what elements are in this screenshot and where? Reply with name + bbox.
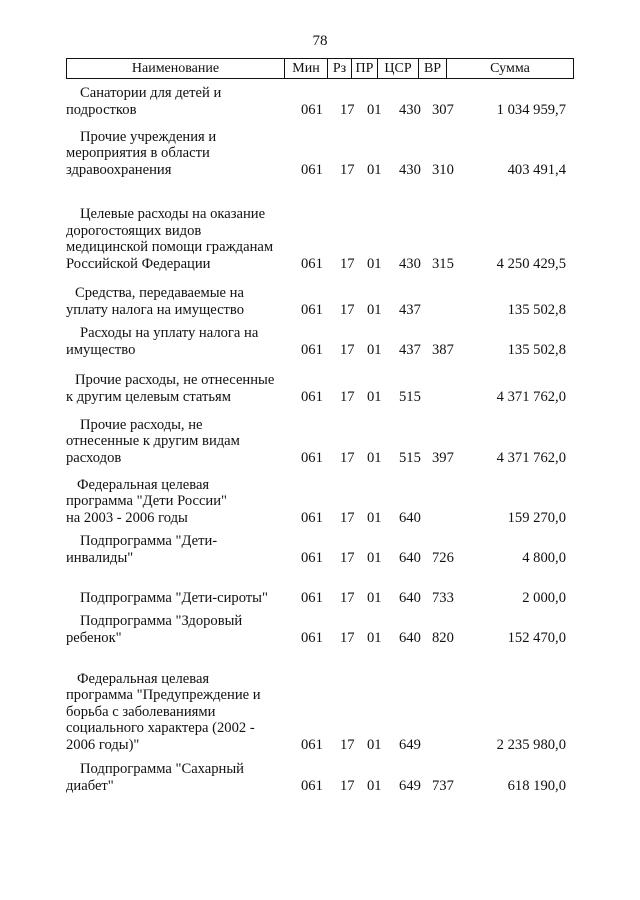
cell-min: 061 bbox=[301, 101, 323, 118]
cell-rz: 17 bbox=[340, 629, 355, 646]
cell-min: 061 bbox=[301, 736, 323, 753]
row-codes bbox=[0, 510, 640, 527]
cell-pr: 01 bbox=[367, 549, 382, 566]
header-vr: ВР bbox=[419, 59, 447, 78]
row-name-line: Целевые расходы на оказание bbox=[80, 206, 266, 222]
cell-min: 061 bbox=[301, 301, 323, 318]
cell-vr: 733 bbox=[432, 589, 454, 606]
row-codes bbox=[0, 342, 640, 359]
row-codes bbox=[0, 630, 640, 647]
cell-csr: 515 bbox=[399, 388, 421, 405]
cell-sum: 4 371 762,0 bbox=[496, 388, 566, 405]
cell-min: 061 bbox=[301, 449, 323, 466]
cell-sum: 2 000,0 bbox=[522, 589, 566, 606]
cell-pr: 01 bbox=[367, 161, 382, 178]
cell-sum: 403 491,4 bbox=[507, 161, 566, 178]
cell-pr: 01 bbox=[367, 589, 382, 606]
cell-min: 061 bbox=[301, 589, 323, 606]
table-row bbox=[0, 129, 640, 179]
cell-pr: 01 bbox=[367, 736, 382, 753]
cell-sum: 2 235 980,0 bbox=[496, 736, 566, 753]
row-codes bbox=[0, 162, 640, 179]
cell-sum: 618 190,0 bbox=[507, 777, 566, 794]
cell-pr: 01 bbox=[367, 777, 382, 794]
cell-rz: 17 bbox=[340, 549, 355, 566]
row-name-line: Федеральная целевая bbox=[77, 476, 210, 493]
cell-rz: 17 bbox=[340, 301, 355, 318]
row-name-line: программа "Предупреждение и bbox=[66, 687, 261, 703]
row-name-line: Подпрограмма "Дети- bbox=[80, 533, 218, 549]
header-min: Мин bbox=[285, 59, 328, 78]
cell-sum: 4 800,0 bbox=[522, 549, 566, 566]
cell-min: 061 bbox=[301, 549, 323, 566]
row-name-line: уплату налога на имущество bbox=[66, 301, 245, 318]
row-name-line: подростков bbox=[66, 101, 137, 118]
row-name-line: Прочие учреждения и bbox=[80, 128, 217, 145]
table-row bbox=[0, 417, 640, 467]
cell-vr: 310 bbox=[432, 161, 454, 178]
cell-vr: 820 bbox=[432, 629, 454, 646]
cell-csr: 515 bbox=[399, 449, 421, 466]
header-name: Наименование bbox=[67, 59, 285, 78]
cell-rz: 17 bbox=[340, 449, 355, 466]
cell-vr: 397 bbox=[432, 449, 454, 466]
cell-sum: 1 034 959,7 bbox=[496, 101, 566, 118]
row-name-line: здравоохранения bbox=[66, 161, 172, 178]
cell-csr: 430 bbox=[399, 255, 421, 272]
row-name-line: социального характера (2002 - bbox=[66, 720, 255, 736]
cell-csr: 640 bbox=[399, 589, 421, 606]
cell-sum: 135 502,8 bbox=[507, 341, 566, 358]
row-name-line: ребенок" bbox=[66, 629, 122, 646]
cell-pr: 01 bbox=[367, 301, 382, 318]
header-pr: ПР bbox=[352, 59, 378, 78]
row-name-line: расходов bbox=[66, 449, 122, 466]
table-row bbox=[0, 85, 640, 118]
row-name-line: мероприятия в области bbox=[66, 145, 210, 161]
row-codes bbox=[0, 302, 640, 319]
table-row bbox=[0, 285, 640, 318]
page-number: 78 bbox=[312, 33, 328, 49]
row-name-line: Прочие расходы, не bbox=[80, 416, 203, 433]
cell-pr: 01 bbox=[367, 449, 382, 466]
row-name-line: Российской Федерации bbox=[66, 255, 211, 272]
cell-min: 061 bbox=[301, 388, 323, 405]
table-row bbox=[0, 671, 640, 754]
cell-pr: 01 bbox=[367, 101, 382, 118]
cell-min: 061 bbox=[301, 777, 323, 794]
cell-pr: 01 bbox=[367, 388, 382, 405]
cell-csr: 437 bbox=[399, 341, 421, 358]
table-row bbox=[0, 533, 640, 566]
row-name-line: диабет" bbox=[66, 777, 114, 794]
row-name-line: отнесенные к другим видам bbox=[66, 433, 240, 449]
row-codes bbox=[0, 102, 640, 119]
cell-csr: 649 bbox=[399, 777, 421, 794]
cell-vr: 737 bbox=[432, 777, 454, 794]
cell-vr: 307 bbox=[432, 101, 454, 118]
cell-csr: 430 bbox=[399, 101, 421, 118]
table-header bbox=[66, 58, 574, 79]
cell-pr: 01 bbox=[367, 341, 382, 358]
cell-rz: 17 bbox=[340, 777, 355, 794]
cell-rz: 17 bbox=[340, 101, 355, 118]
cell-csr: 640 bbox=[399, 509, 421, 526]
cell-csr: 437 bbox=[399, 301, 421, 318]
row-codes bbox=[0, 389, 640, 406]
row-codes bbox=[0, 737, 640, 754]
cell-min: 061 bbox=[301, 629, 323, 646]
row-codes bbox=[0, 550, 640, 567]
cell-min: 061 bbox=[301, 255, 323, 272]
table-row bbox=[0, 590, 640, 607]
cell-rz: 17 bbox=[340, 509, 355, 526]
row-name-line: Федеральная целевая bbox=[77, 670, 210, 687]
cell-rz: 17 bbox=[340, 589, 355, 606]
header-rz: Рз bbox=[328, 59, 352, 78]
cell-csr: 430 bbox=[399, 161, 421, 178]
table-row bbox=[0, 325, 640, 358]
cell-sum: 4 371 762,0 bbox=[496, 449, 566, 466]
cell-min: 061 bbox=[301, 341, 323, 358]
cell-rz: 17 bbox=[340, 161, 355, 178]
table-row bbox=[0, 206, 640, 272]
row-name-line: к другим целевым статьям bbox=[66, 388, 231, 405]
table-row bbox=[0, 372, 640, 405]
cell-sum: 159 270,0 bbox=[507, 509, 566, 526]
table-row bbox=[0, 613, 640, 646]
row-name-line: медицинской помощи гражданам bbox=[66, 239, 274, 255]
cell-sum: 152 470,0 bbox=[507, 629, 566, 646]
header-sum: Сумма bbox=[490, 61, 530, 76]
cell-vr: 315 bbox=[432, 255, 454, 272]
table-row bbox=[0, 477, 640, 527]
cell-rz: 17 bbox=[340, 255, 355, 272]
cell-vr: 387 bbox=[432, 341, 454, 358]
row-name-line: имущество bbox=[66, 341, 136, 358]
row-name-line: Расходы на уплату налога на bbox=[80, 325, 259, 341]
cell-min: 061 bbox=[301, 509, 323, 526]
cell-pr: 01 bbox=[367, 509, 382, 526]
row-name-line: Подпрограмма "Здоровый bbox=[80, 613, 243, 629]
cell-csr: 649 bbox=[399, 736, 421, 753]
header-csr: ЦСР bbox=[378, 59, 419, 78]
row-name-line: дорогостоящих видов bbox=[66, 222, 202, 239]
row-codes bbox=[0, 256, 640, 273]
cell-csr: 640 bbox=[399, 629, 421, 646]
row-name-line: Подпрограмма "Сахарный bbox=[80, 761, 244, 777]
cell-rz: 17 bbox=[340, 388, 355, 405]
row-name-line: Санатории для детей и bbox=[80, 85, 222, 101]
row-codes bbox=[0, 778, 640, 795]
cell-rz: 17 bbox=[340, 736, 355, 753]
row-name-line: борьба с заболеваниями bbox=[66, 703, 216, 720]
cell-vr: 726 bbox=[432, 549, 454, 566]
row-name-line: Прочие расходы, не отнесенные bbox=[75, 372, 275, 388]
row-name-line: 2006 годы)" bbox=[66, 736, 140, 753]
row-name-line: Средства, передаваемые на bbox=[75, 285, 244, 301]
row-name-line: Подпрограмма "Дети-сироты" bbox=[80, 589, 268, 606]
table-row bbox=[0, 761, 640, 794]
cell-rz: 17 bbox=[340, 341, 355, 358]
cell-pr: 01 bbox=[367, 629, 382, 646]
row-codes bbox=[0, 590, 640, 607]
row-codes bbox=[0, 450, 640, 467]
cell-csr: 640 bbox=[399, 549, 421, 566]
row-name-line: на 2003 - 2006 годы bbox=[66, 509, 188, 526]
cell-pr: 01 bbox=[367, 255, 382, 272]
cell-sum: 4 250 429,5 bbox=[496, 255, 566, 272]
row-name-line: программа "Дети России" bbox=[66, 493, 228, 509]
cell-sum: 135 502,8 bbox=[507, 301, 566, 318]
row-name-line: инвалиды" bbox=[66, 549, 134, 566]
cell-min: 061 bbox=[301, 161, 323, 178]
